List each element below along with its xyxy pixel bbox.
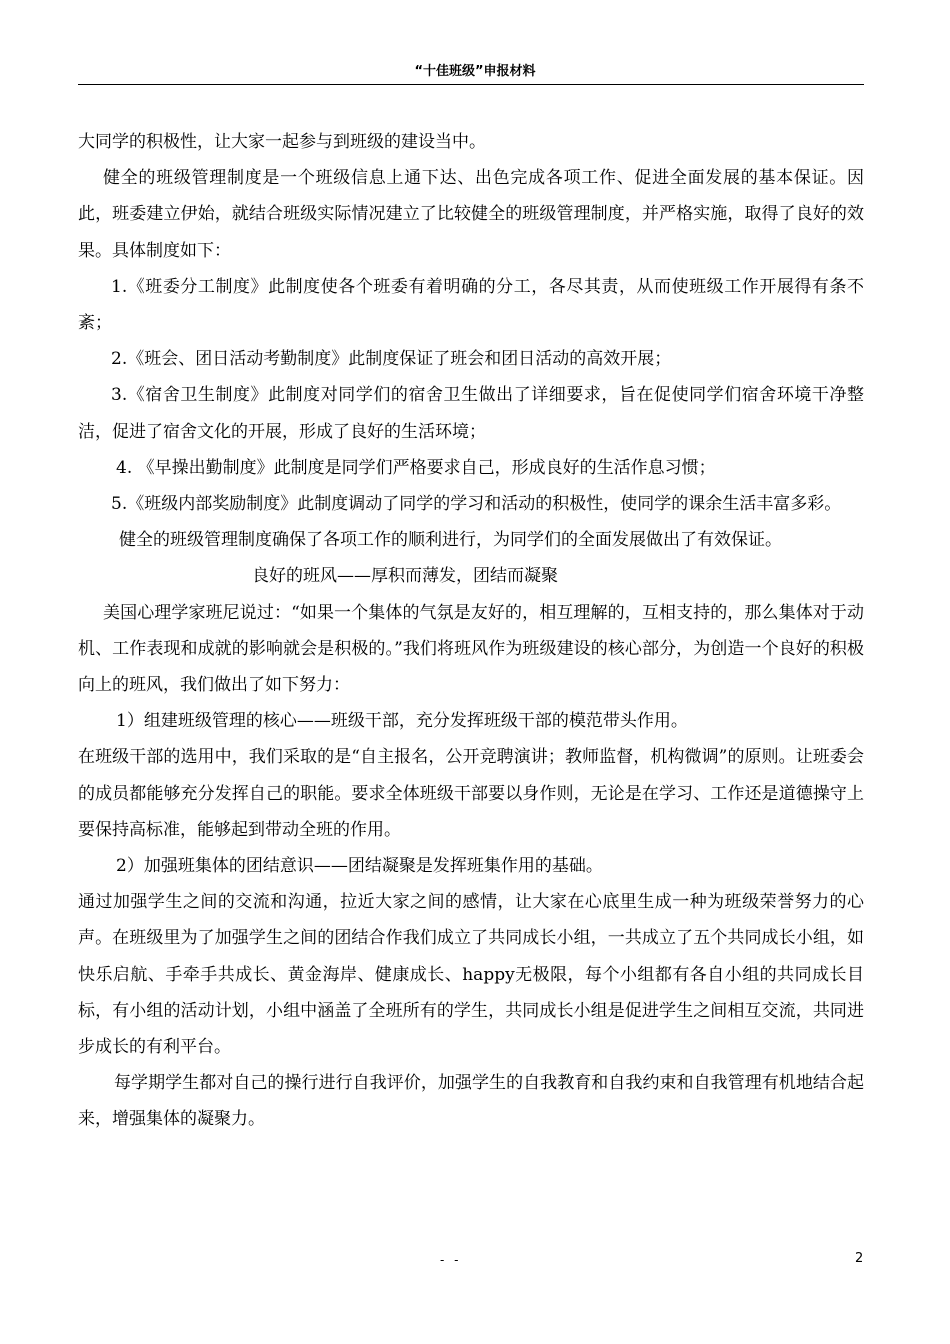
- paragraph-growth-groups: 通过加强学生之间的交流和沟通，拉近大家之间的感情，让大家在心底里生成一种为班级荣誉努力的心声。在班级里为了加强学生之间的团结合作我们成立了共同成长小组，一共成立了五个共同成长小组，如快乐启航、手牵手共成长、黄金海岸、健康成长、happy无极限，每个小组都有各自小组的共同成长目标，有小组的活动计划，小组中涵盖了全班所有的学生，共同成长小组是促进学生之间相互交流，共同进步成长的有利平台。: [78, 892, 864, 1058]
- paragraph-cadre-selection: 在班级干部的选用中，我们采取的是“自主报名，公开竞聘演讲；教师监督，机构微调”的原则。让班委会的成员都能够充分发挥自己的职能。要求全体班级干部要以身作则，无论是在学习、工作还是道德操守上要保持高标准，能够起到带动全班的作用。: [78, 747, 864, 840]
- footer-center-mark: - -: [440, 1253, 462, 1267]
- paragraph-continuation: 大同学的积极性，让大家一起参与到班级的建设当中。: [78, 132, 486, 152]
- document-body: [78, 124, 864, 1138]
- paragraph-rules-summary: 健全的班级管理制度确保了各项工作的顺利进行，为同学们的全面发展做出了有效保证。: [119, 530, 782, 551]
- paragraph-psychologist-quote: 美国心理学家班尼说过：“如果一个集体的气氛是友好的，相互理解的，互相支持的，那么集体对于动机、工作表现和成就的影响就会是积极的。”我们将班风作为班级建设的核心部分，为创造一个良好的积极向上的班风，我们做出了如下努力：: [78, 602, 864, 696]
- list-item-rule-5: 5.《班级内部奖励制度》此制度调动了同学的学习和活动的积极性，使同学的课余生活丰富多彩。: [111, 494, 842, 515]
- paragraph-management-system: 健全的班级管理制度是一个班级信息上通下达、出色完成各项工作、促进全面发展的基本保证。因此，班委建立伊始，就结合班级实际情况建立了比较健全的班级管理制度，并严格实施，取得了良好的效果。具体制度如下：: [78, 168, 864, 261]
- paragraph-self-evaluation: 每学期学生都对自己的操行进行自我评价，加强学生的自我教育和自我约束和自我管理有机地结合起来，增强集体的凝聚力。: [78, 1073, 864, 1130]
- page-header-title: “十佳班级”申报材料: [414, 64, 536, 79]
- list-item-rule-1: 1.《班委分工制度》此制度使各个班委有着明确的分工，各尽其责，从而使班级工作开展得有条不紊；: [78, 276, 864, 334]
- list-item-step-2: 2）加强班集体的团结意识——团结凝聚是发挥班集作用的基础。: [116, 856, 603, 877]
- list-item-step-1: 1）组建班级管理的核心——班级干部，充分发挥班级干部的模范带头作用。: [116, 711, 688, 732]
- section-heading-class-spirit: 良好的班风——厚积而薄发，团结而凝聚: [252, 566, 558, 587]
- list-item-rule-4: 4. 《早操出勤制度》此制度是同学们严格要求自己，形成良好的生活作息习惯；: [116, 457, 716, 478]
- page-number: 2: [855, 1251, 864, 1266]
- list-item-rule-3: 3.《宿舍卫生制度》此制度对同学们的宿舍卫生做出了详细要求，旨在促使同学们宿舍环境干净整洁，促进了宿舍文化的开展，形成了良好的生活环境；: [78, 385, 864, 442]
- header-divider: [78, 84, 864, 85]
- list-item-rule-2: 2.《班会、团日活动考勤制度》此制度保证了班会和团日活动的高效开展；: [111, 349, 672, 370]
